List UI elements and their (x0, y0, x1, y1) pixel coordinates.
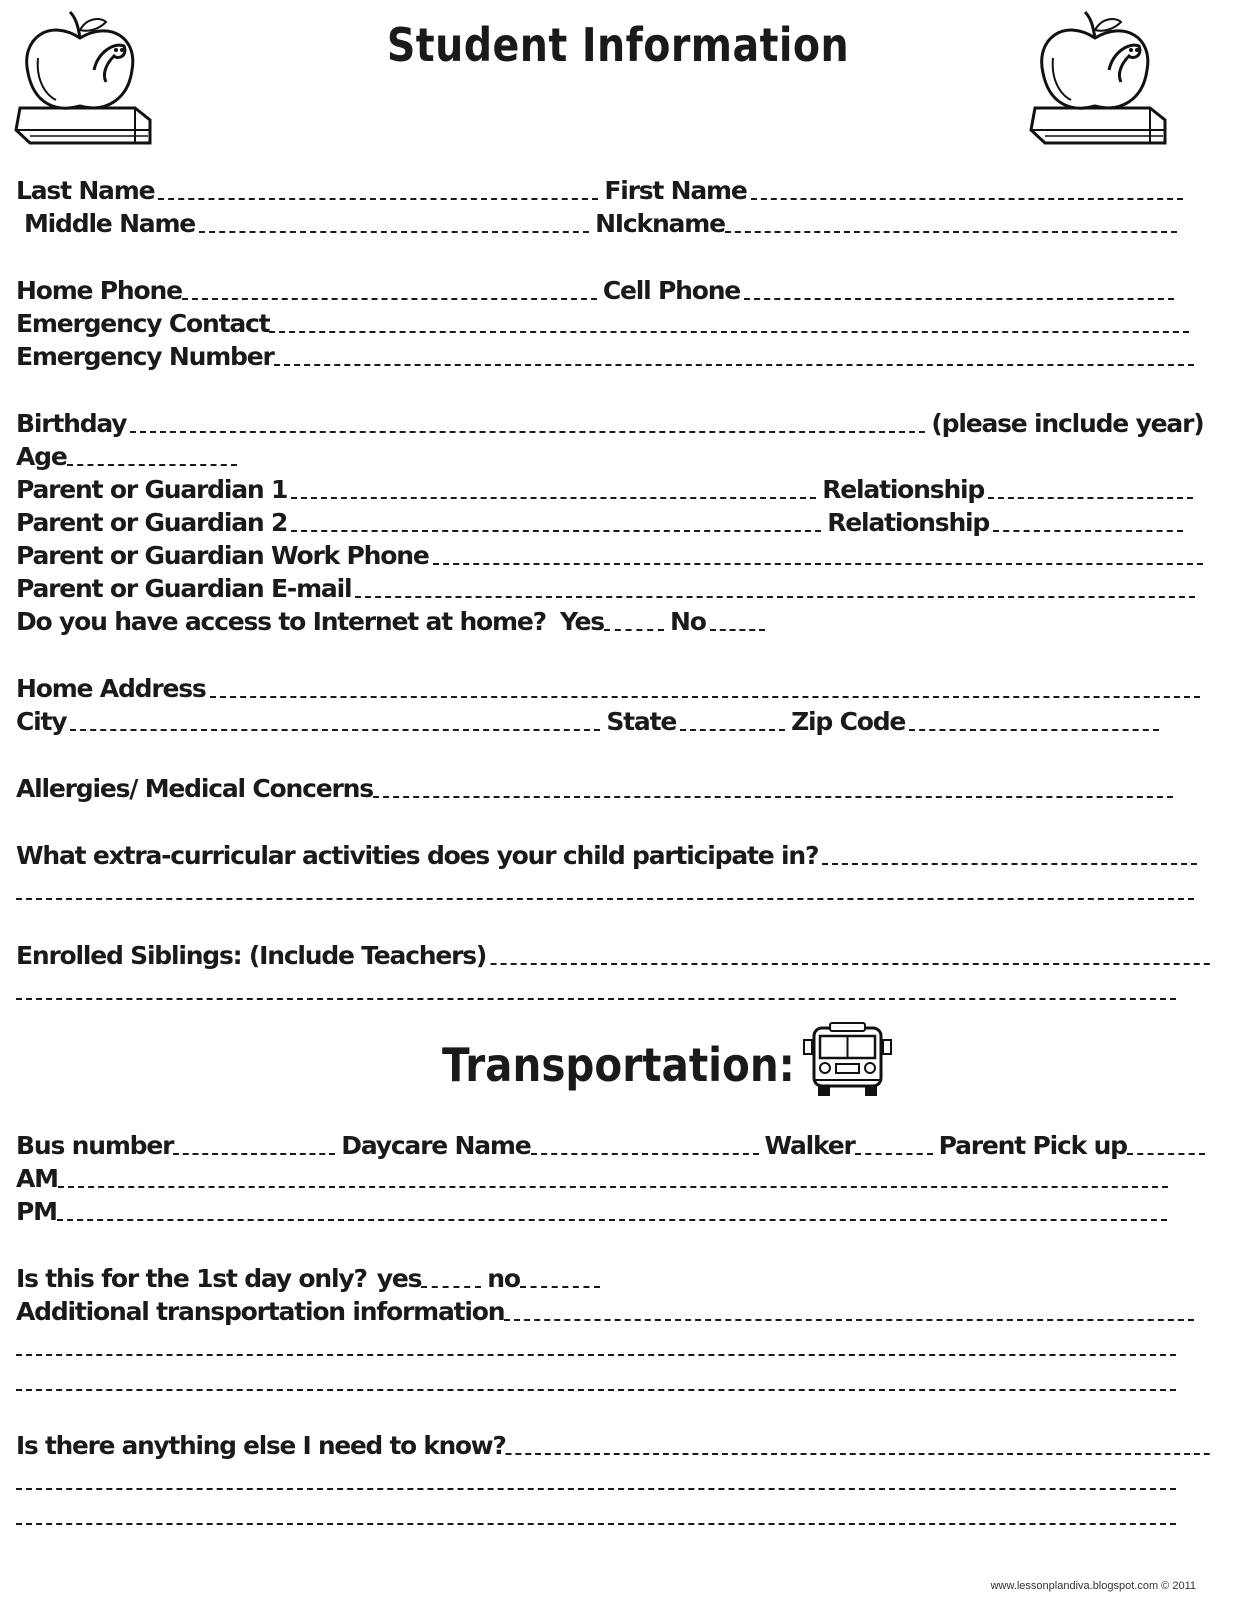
home-phone-field[interactable] (182, 298, 597, 300)
home-address-label: Home Address (16, 674, 206, 703)
relationship1-field[interactable] (988, 497, 1193, 499)
row-activities-extra (16, 875, 1200, 905)
transportation-heading: Transportation: (441, 1038, 795, 1092)
row-activities (16, 840, 1203, 870)
nickname-label: NIckname (595, 209, 725, 238)
page-title: Student Information (386, 18, 850, 72)
internet-yes-label: Yes (559, 607, 604, 636)
internet-yes-field[interactable] (604, 629, 664, 631)
additional-field-2[interactable] (16, 1354, 1176, 1356)
apple-book-clipart-left (10, 8, 155, 148)
first-name-label: First Name (604, 176, 747, 205)
city-field[interactable] (70, 729, 600, 731)
row-additional-2 (16, 1331, 1182, 1361)
state-label: State (606, 707, 677, 736)
parent2-field[interactable] (291, 530, 821, 532)
am-field[interactable] (58, 1186, 1168, 1188)
row-middle (24, 208, 1183, 238)
age-field[interactable] (67, 464, 237, 466)
parent-pickup-field[interactable] (1127, 1153, 1205, 1155)
last-name-field[interactable] (158, 198, 598, 200)
row-name (16, 175, 1189, 205)
anything-else-field-3[interactable] (16, 1523, 1176, 1525)
allergies-label: Allergies/ Medical Concerns (16, 774, 373, 803)
walker-field[interactable] (855, 1153, 933, 1155)
first-day-yes-field[interactable] (421, 1286, 481, 1288)
parent-email-field[interactable] (355, 596, 1195, 598)
row-parent-work-phone (16, 540, 1209, 570)
birthday-field[interactable] (130, 431, 925, 433)
daycare-label: Daycare Name (341, 1131, 531, 1160)
row-internet (16, 606, 771, 636)
bus-number-field[interactable] (173, 1153, 335, 1155)
home-phone-label: Home Phone (16, 276, 182, 305)
emergency-number-field[interactable] (274, 364, 1194, 366)
row-transport (16, 1130, 1211, 1160)
siblings-label: Enrolled Siblings: (Include Teachers) (16, 941, 487, 970)
parent1-label: Parent or Guardian 1 (16, 475, 288, 504)
middle-name-label: Middle Name (24, 209, 196, 238)
parent-work-phone-field[interactable] (433, 563, 1203, 565)
birthday-note: (please include year) (931, 409, 1204, 438)
activities-field[interactable] (822, 863, 1197, 865)
row-anything-else-2 (16, 1465, 1182, 1495)
internet-question: Do you have access to Internet at home? (16, 607, 546, 636)
row-anything-else-3 (16, 1500, 1182, 1530)
parent1-field[interactable] (291, 497, 816, 499)
state-field[interactable] (680, 729, 785, 731)
middle-name-field[interactable] (199, 231, 589, 233)
anything-else-field[interactable] (506, 1453, 1210, 1455)
internet-no-field[interactable] (710, 629, 765, 631)
footer-credit: www.lessonplandiva.blogspot.com © 2011 (990, 1580, 1196, 1592)
pm-field[interactable] (57, 1219, 1167, 1221)
row-additional-3 (16, 1366, 1182, 1396)
row-allergies (16, 773, 1179, 803)
birthday-label: Birthday (16, 409, 127, 438)
row-age (16, 441, 243, 471)
daycare-field[interactable] (531, 1153, 759, 1155)
school-bus-icon (800, 1022, 895, 1100)
parent2-label: Parent or Guardian 2 (16, 508, 288, 537)
row-phone (16, 275, 1180, 305)
row-siblings (16, 940, 1215, 970)
siblings-field[interactable] (490, 963, 1209, 965)
emergency-contact-label: Emergency Contact (16, 309, 270, 338)
internet-no-label: No (669, 607, 706, 636)
additional-label: Additional transportation information (16, 1297, 505, 1326)
allergies-field[interactable] (373, 796, 1173, 798)
row-pm (16, 1196, 1173, 1226)
apple-book-clipart-right (1025, 8, 1170, 148)
parent-work-phone-label: Parent or Guardian Work Phone (16, 541, 429, 570)
cell-phone-field[interactable] (744, 298, 1174, 300)
additional-field[interactable] (504, 1319, 1194, 1321)
row-parent2 (16, 507, 1189, 537)
parent-pickup-label: Parent Pick up (938, 1131, 1127, 1160)
first-day-question: Is this for the 1st day only? (16, 1264, 367, 1293)
relationship2-field[interactable] (993, 530, 1183, 532)
first-day-no-label: no (487, 1264, 520, 1293)
am-label: AM (16, 1164, 58, 1193)
first-name-field[interactable] (751, 198, 1183, 200)
home-address-field[interactable] (210, 696, 1200, 698)
row-additional (16, 1296, 1200, 1326)
pm-label: PM (16, 1197, 57, 1226)
bus-number-label: Bus number (16, 1131, 174, 1160)
relationship2-label: Relationship (827, 508, 990, 537)
emergency-contact-field[interactable] (269, 331, 1189, 333)
row-city (16, 706, 1165, 736)
anything-else-label: Is there anything else I need to know? (16, 1431, 506, 1460)
row-anything-else (16, 1430, 1216, 1460)
row-siblings-extra (16, 975, 1182, 1005)
activities-label: What extra-curricular activities does your child participate in? (16, 841, 819, 870)
nickname-field[interactable] (725, 231, 1177, 233)
row-birthday (16, 408, 1203, 438)
row-am (16, 1163, 1174, 1193)
row-first-day (16, 1263, 606, 1293)
cell-phone-label: Cell Phone (602, 276, 741, 305)
row-parent1 (16, 474, 1199, 504)
relationship1-label: Relationship (822, 475, 985, 504)
row-home-address (16, 673, 1206, 703)
parent-email-label: Parent or Guardian E-mail (16, 574, 352, 603)
row-parent-email (16, 573, 1201, 603)
anything-else-field-2[interactable] (16, 1488, 1176, 1490)
first-day-no-field[interactable] (520, 1286, 600, 1288)
activities-field-2[interactable] (16, 898, 1194, 900)
additional-field-3[interactable] (16, 1389, 1176, 1391)
first-day-yes-label: yes (376, 1264, 422, 1293)
age-label: Age (16, 442, 67, 471)
city-label: City (16, 707, 67, 736)
row-emergency-contact (16, 308, 1195, 338)
emergency-number-label: Emergency Number (16, 342, 274, 371)
zip-label: Zip Code (791, 707, 906, 736)
row-emergency-number (16, 341, 1200, 371)
zip-field[interactable] (909, 729, 1159, 731)
last-name-label: Last Name (16, 176, 155, 205)
siblings-field-2[interactable] (16, 998, 1176, 1000)
walker-label: Walker (764, 1131, 855, 1160)
